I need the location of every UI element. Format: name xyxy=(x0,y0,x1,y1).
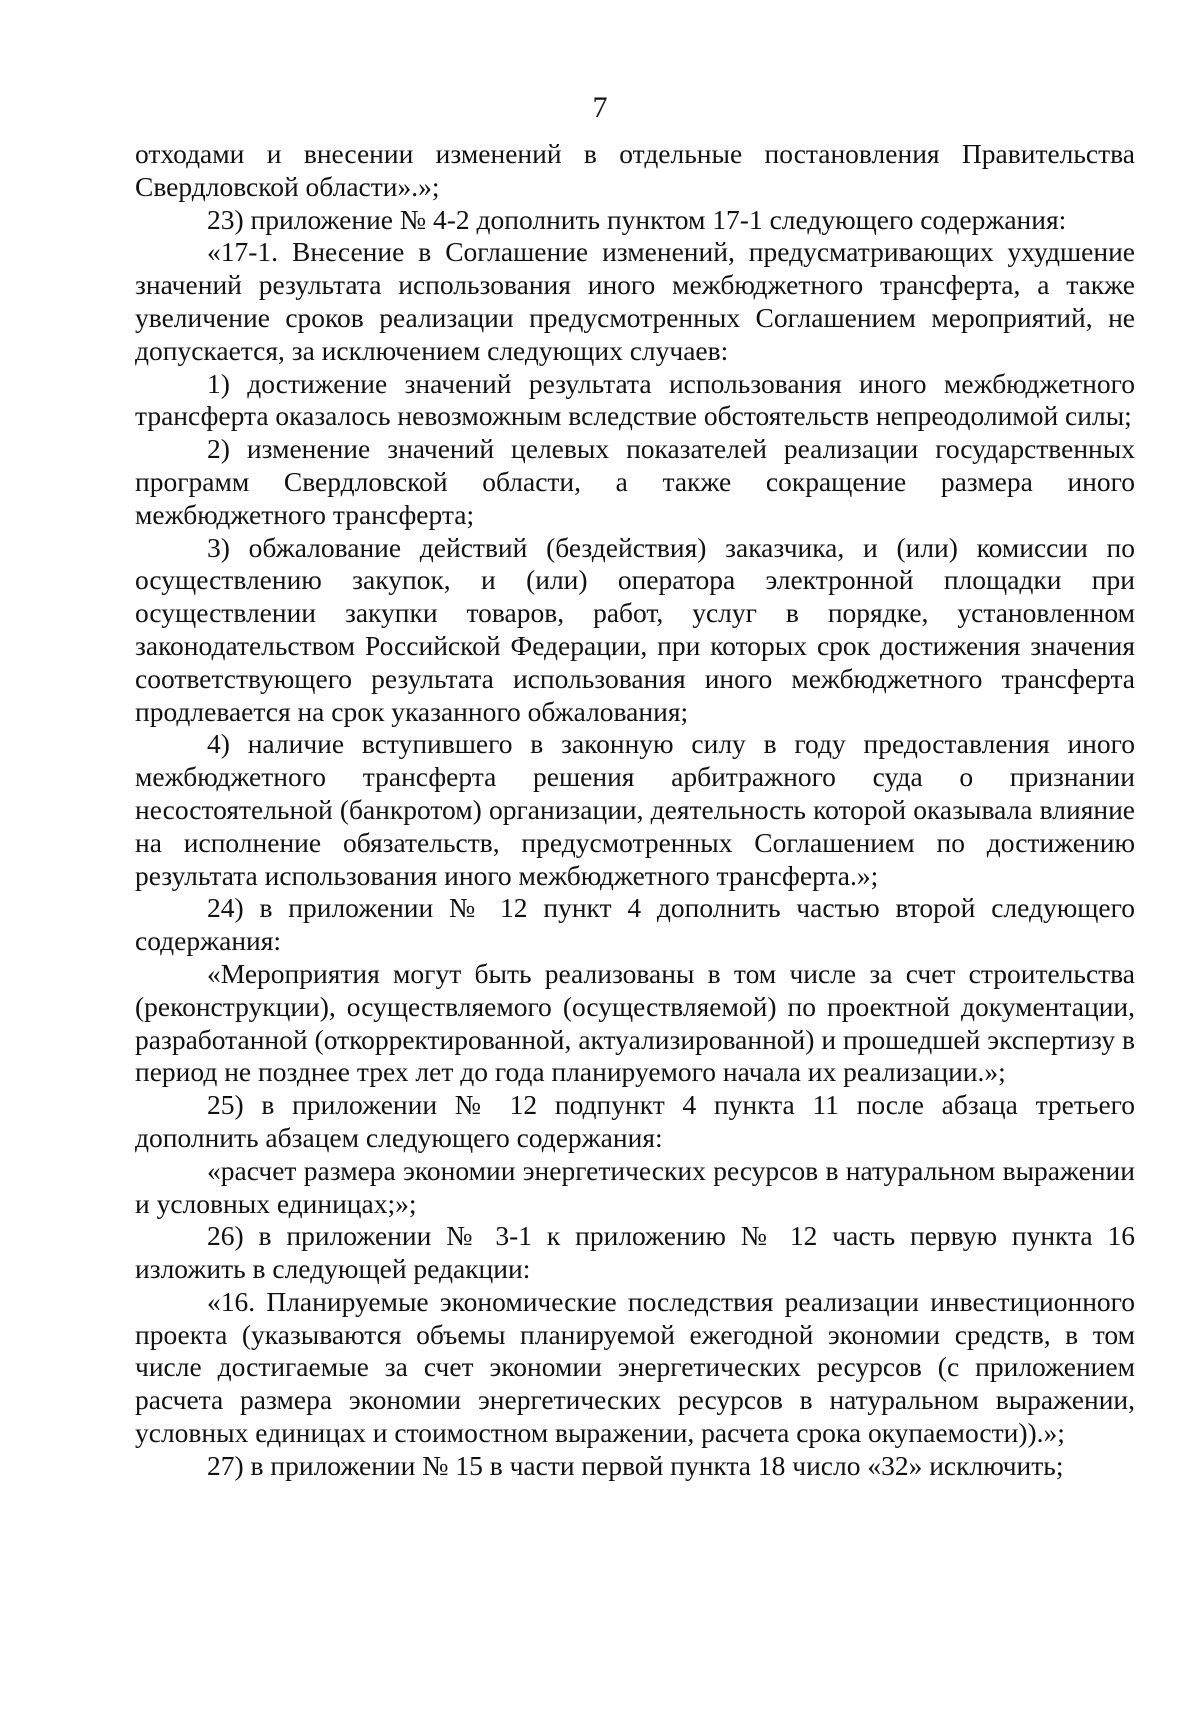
paragraph-item-27: 27) в приложении № 15 в части первой пункта 18 число «32» исключить; xyxy=(207,1449,1064,1481)
paragraph-case-2: 2) изменение значений целевых показателей реализации государственных программ Свердловской области, а также сокращение размера иного межбюджетного трансферта; xyxy=(135,433,1135,530)
document-body xyxy=(135,138,1135,1483)
paragraph-item-24: 24) в приложении № 12 пункт 4 дополнить частью второй следующего содержания: xyxy=(135,892,1135,957)
paragraph-item-23: 23) приложение № 4-2 дополнить пунктом 17-1 следующего содержания: xyxy=(207,203,1067,235)
paragraph-continuation: отходами и внесении изменений в отдельные постановления Правительства Свердловской области».»; xyxy=(135,138,1135,202)
paragraph-quote-calculation: «расчет размера экономии энергетических ресурсов в натуральном выражении и условных единицах;»; xyxy=(135,1154,1135,1219)
paragraph-quote-17-1: «17-1. Внесение в Соглашение изменений, предусматривающих ухудшение значений результата использования иного межбюджетного трансферта, а также увеличение сроков реализации предусмотренных Соглашением мероприятий, не допускается, за исключением следующих случаев: xyxy=(135,236,1135,366)
paragraph-case-3: 3) обжалование действий (бездействия) заказчика, и (или) комиссии по осуществлению закупок, и (или) оператора электронной площадки при осуществлении закупки товаров, работ, услуг в порядке, установленном законодательством Российской Федерации, при которых срок достижения значения соответствующего результата использования иного межбюджетного трансферта продлевается на срок указанного обжалования; xyxy=(135,531,1135,727)
paragraph-case-4: 4) наличие вступившего в законную силу в году предоставления иного межбюджетного трансферта решения арбитражного суда о признании несостоятельной (банкротом) организации, деятельность которой оказывала влияние на исполнение обязательств, предусмотренных Соглашением по достижению результата использования иного межбюджетного трансферта.»; xyxy=(135,728,1135,891)
paragraph-item-25: 25) в приложении № 12 подпункт 4 пункта 11 после абзаца третьего дополнить абзацем следующего содержания: xyxy=(135,1089,1135,1153)
paragraph-case-1: 1) достижение значений результата использования иного межбюджетного трансферта оказалось невозможным вследствие обстоятельств непреодолимой силы; xyxy=(135,367,1135,432)
paragraph-quote-16: «16. Планируемые экономические последствия реализации инвестиционного проекта (указываются объемы планируемой ежегодной экономии средств, в том числе достигаемые за счет экономии энергетических ресурсов (с приложением расчета размера экономии энергетических ресурсов в натуральном выражении, условных единицах и стоимостном выражении, расчета срока окупаемости)).»; xyxy=(135,1285,1135,1449)
page-number: 7 xyxy=(592,91,608,124)
paragraph-item-26: 26) в приложении № 3-1 к приложению № 12 часть первую пункта 16 изложить в следующей редакции: xyxy=(135,1220,1135,1285)
paragraph-quote-measures: «Мероприятия могут быть реализованы в том числе за счет строительства (реконструкции), осуществляемого (осуществляемой) по проектной документации, разработанной (откорректированной, актуализированной) и прошедшей экспертизу в период не позднее трех лет до года планируемого начала их реализации.»; xyxy=(135,957,1135,1088)
